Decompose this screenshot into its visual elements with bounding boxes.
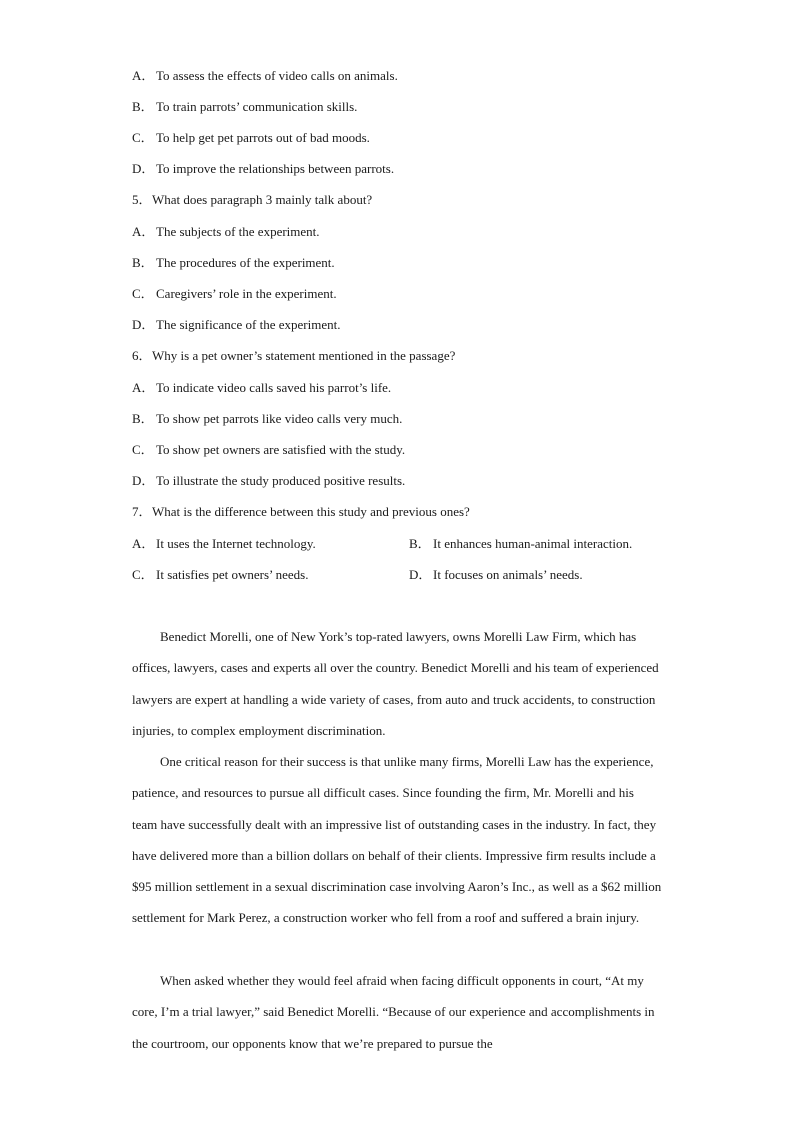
option-text: To assess the effects of video calls on animals.: [156, 68, 398, 83]
option-label: A．: [132, 536, 155, 551]
q6-option-a[interactable]: [132, 380, 391, 396]
q6-option-c[interactable]: [132, 442, 405, 458]
q6-option-b[interactable]: [132, 411, 402, 427]
option-label: A．: [132, 68, 155, 83]
q4-option-a[interactable]: [132, 68, 398, 84]
passage-paragraph-2: [132, 746, 662, 934]
passage-paragraph-1: [132, 621, 662, 746]
paragraph-text: Benedict Morelli, one of New York’s top-rated lawyers, owns Morelli Law Firm, which has offices, lawyers, cases and experts all over the country. Benedict Morelli and his team of experienced lawyers are expert at handling a wide variety of cases, from auto and truck accidents, to construction injuries, to complex employment discrimination.: [132, 629, 659, 738]
option-label: A．: [132, 380, 155, 395]
option-label: D．: [409, 567, 432, 582]
option-label: B．: [132, 255, 154, 270]
question-text: Why is a pet owner’s statement mentioned in the passage?: [152, 348, 456, 363]
option-text: To indicate video calls saved his parrot’s life.: [156, 380, 392, 395]
option-label: B．: [132, 99, 154, 114]
question-text: What does paragraph 3 mainly talk about?: [152, 192, 373, 207]
option-text: It enhances human-animal interaction.: [433, 536, 633, 551]
option-label: D．: [132, 161, 155, 176]
option-label: B．: [132, 411, 154, 426]
q7-option-c[interactable]: [132, 567, 308, 583]
option-text: Caregivers’ role in the experiment.: [156, 286, 337, 301]
option-text: To illustrate the study produced positive results.: [156, 473, 406, 488]
option-text: The procedures of the experiment.: [156, 255, 335, 270]
paragraph-text: One critical reason for their success is that unlike many firms, Morelli Law has the experience, patience, and resources to pursue all difficult cases. Since founding the firm, Mr. Morelli and his team have successfully dealt with an impressive list of outstanding cases in the industry. In fact, they have delivered more than a billion dollars on behalf of their clients. Impressive firm results include a $95 million settlement in a sexual discrimination case involving Aaron’s Inc., as well as a $62 million settlement for Mark Perez, a construction worker who fell from a roof and suffered a brain injury.: [132, 754, 662, 926]
option-label: C．: [132, 442, 154, 457]
option-text: The significance of the experiment.: [156, 317, 341, 332]
q6-question: [132, 348, 455, 364]
question-number: 6．: [132, 348, 152, 363]
option-label: C．: [132, 130, 154, 145]
q5-option-c[interactable]: [132, 286, 337, 302]
option-text: It satisfies pet owners’ needs.: [156, 567, 309, 582]
question-number: 7．: [132, 504, 152, 519]
option-text: It uses the Internet technology.: [156, 536, 316, 551]
option-label: D．: [132, 473, 155, 488]
option-label: D．: [132, 317, 155, 332]
q7-option-a[interactable]: [132, 536, 316, 552]
option-label: A．: [132, 224, 155, 239]
q4-option-d[interactable]: [132, 161, 394, 177]
option-text: To show pet parrots like video calls very much.: [156, 411, 403, 426]
option-label: C．: [132, 286, 154, 301]
q5-option-d[interactable]: [132, 317, 340, 333]
passage-paragraph-3: [132, 965, 662, 1059]
q4-option-c[interactable]: [132, 130, 370, 146]
option-text: To show pet owners are satisfied with the study.: [156, 442, 406, 457]
option-text: To improve the relationships between parrots.: [156, 161, 395, 176]
q7-option-b[interactable]: [409, 536, 632, 552]
q5-question: [132, 192, 372, 208]
paragraph-text: When asked whether they would feel afraid when facing difficult opponents in court, “At my core, I’m a trial lawyer,” said Benedict Morelli. “Because of our experience and accomplishments in the courtroom, our opponents know that we’re prepared to pursue the: [132, 973, 655, 1051]
question-number: 5．: [132, 192, 152, 207]
question-text: What is the difference between this study and previous ones?: [152, 504, 470, 519]
option-text: The subjects of the experiment.: [156, 224, 320, 239]
option-text: To help get pet parrots out of bad moods.: [156, 130, 370, 145]
option-label: C．: [132, 567, 154, 582]
q5-option-b[interactable]: [132, 255, 335, 271]
q4-option-b[interactable]: [132, 99, 357, 115]
option-text: It focuses on animals’ needs.: [433, 567, 583, 582]
q7-question: [132, 504, 470, 520]
q7-option-d[interactable]: [409, 567, 583, 583]
q6-option-d[interactable]: [132, 473, 405, 489]
option-label: B．: [409, 536, 431, 551]
q5-option-a[interactable]: [132, 224, 320, 240]
option-text: To train parrots’ communication skills.: [156, 99, 358, 114]
